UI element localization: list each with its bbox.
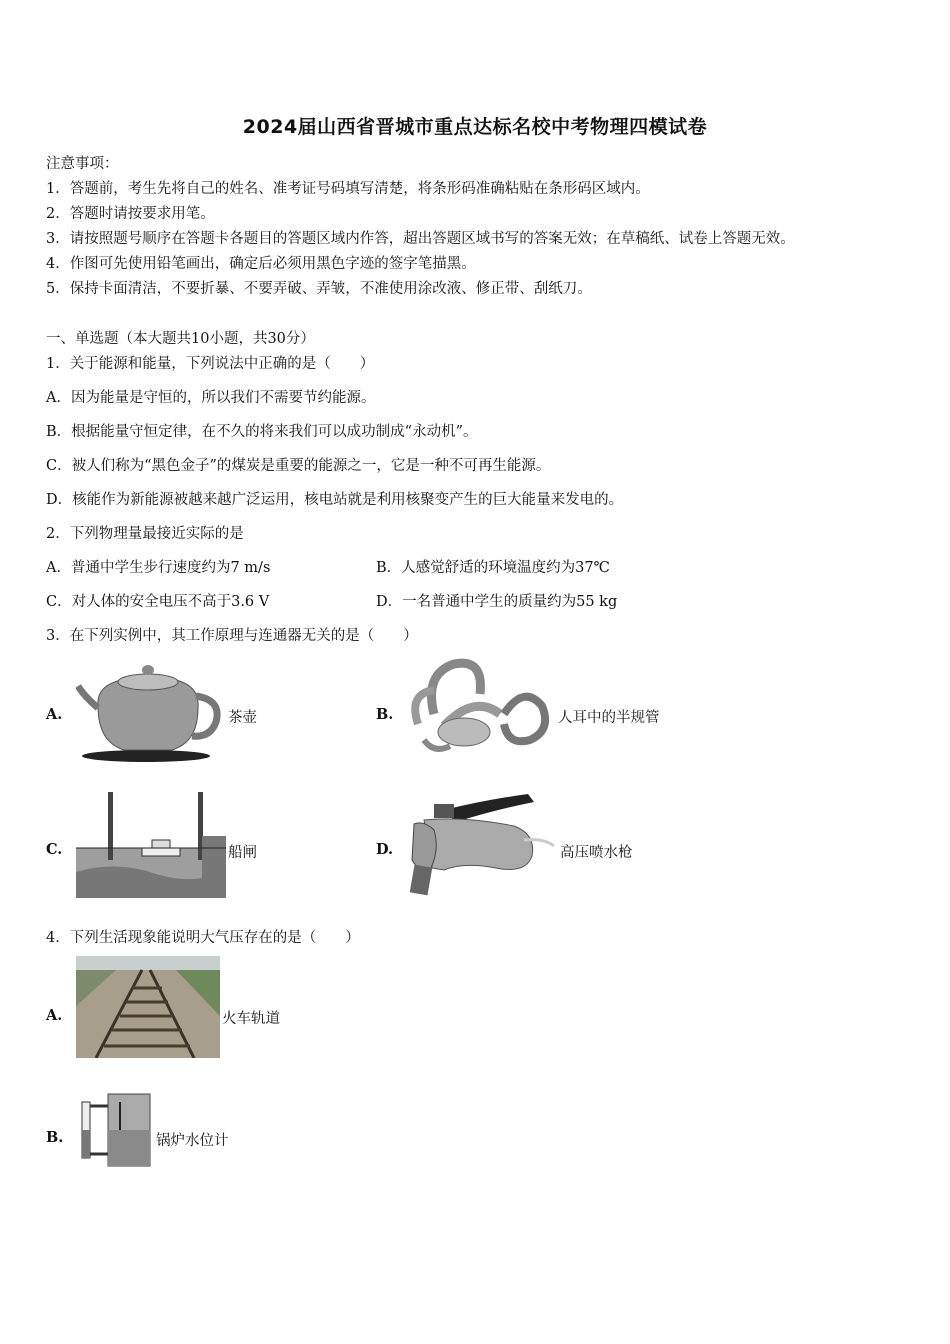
teapot-image: [76, 656, 226, 764]
notice-item: 1．答题前，考生先将自己的姓名、准考证号码填写清楚，将条形码准确粘贴在条形码区域内。: [46, 181, 650, 197]
notice-heading: 注意事项：: [46, 156, 119, 172]
question-1-option-d: D．核能作为新能源被越来越广泛运用，核电站就是利用核聚变产生的巨大能量来发电的。: [46, 492, 624, 508]
question-3-stem: 3．在下列实例中，其工作原理与连通器无关的是（ ）: [46, 628, 418, 644]
question-2-option-a: A．普通中学生步行速度约为7 m/s: [46, 560, 271, 576]
ship-lock-image: [76, 790, 226, 900]
notice-item: 3．请按照题号顺序在答题卡各题目的答题区域内作答，超出答题区域书写的答案无效；在草稿纸、试卷上答题无效。: [46, 231, 795, 247]
high-pressure-water-gun-image: [404, 790, 558, 902]
question-3-label-a: A.: [46, 706, 63, 723]
question-3-caption-d: 高压喷水枪: [560, 845, 633, 861]
page-title: 2024届山西省晋城市重点达标名校中考物理四模试卷: [242, 116, 708, 138]
question-2-option-b: B．人感觉舒适的环境温度约为37℃: [376, 560, 610, 576]
railway-track-image: [76, 956, 220, 1058]
question-3-label-c: C.: [46, 841, 63, 858]
notice-item: 2．答题时请按要求用笔。: [46, 206, 215, 222]
question-1-option-c: C．被人们称为“黑色金子”的煤炭是重要的能源之一，它是一种不可再生能源。: [46, 458, 551, 474]
semicircular-canal-image: [404, 654, 554, 762]
question-2-stem: 2．下列物理量最接近实际的是: [46, 526, 244, 542]
question-4-caption-b: 锅炉水位计: [156, 1133, 229, 1149]
notice-item: 4．作图可先使用铅笔画出，确定后必须用黑色字迹的签字笔描黑。: [46, 256, 476, 272]
question-3-caption-b: 人耳中的半规管: [558, 710, 660, 726]
question-1-option-a: A．因为能量是守恒的，所以我们不需要节约能源。: [46, 390, 376, 406]
question-3-label-d: D.: [376, 841, 394, 858]
question-4-label-b: B.: [46, 1129, 64, 1146]
question-2-option-d: D．一名普通中学生的质量约为55 kg: [376, 594, 618, 610]
question-2-option-c: C．对人体的安全电压不高于3.6 V: [46, 594, 270, 610]
question-1-stem: 1．关于能源和能量，下列说法中正确的是（ ）: [46, 356, 375, 372]
question-3-label-b: B.: [376, 706, 394, 723]
boiler-water-level-gauge-image: [76, 1090, 156, 1168]
question-4-label-a: A.: [46, 1007, 63, 1024]
notice-item: 5．保持卡面清洁，不要折暴、不要弄破、弄皱，不准使用涂改液、修正带、刮纸刀。: [46, 281, 592, 297]
question-4-stem: 4．下列生活现象能说明大气压存在的是（ ）: [46, 930, 360, 946]
question-3-caption-c: 船闸: [228, 845, 257, 861]
question-3-caption-a: 茶壶: [228, 710, 257, 726]
question-4-caption-a: 火车轨道: [222, 1011, 280, 1027]
question-1-option-b: B．根据能量守恒定律，在不久的将来我们可以成功制成“永动机”。: [46, 424, 478, 440]
section-heading: 一、单选题（本大题共10小题，共30分）: [46, 331, 315, 347]
